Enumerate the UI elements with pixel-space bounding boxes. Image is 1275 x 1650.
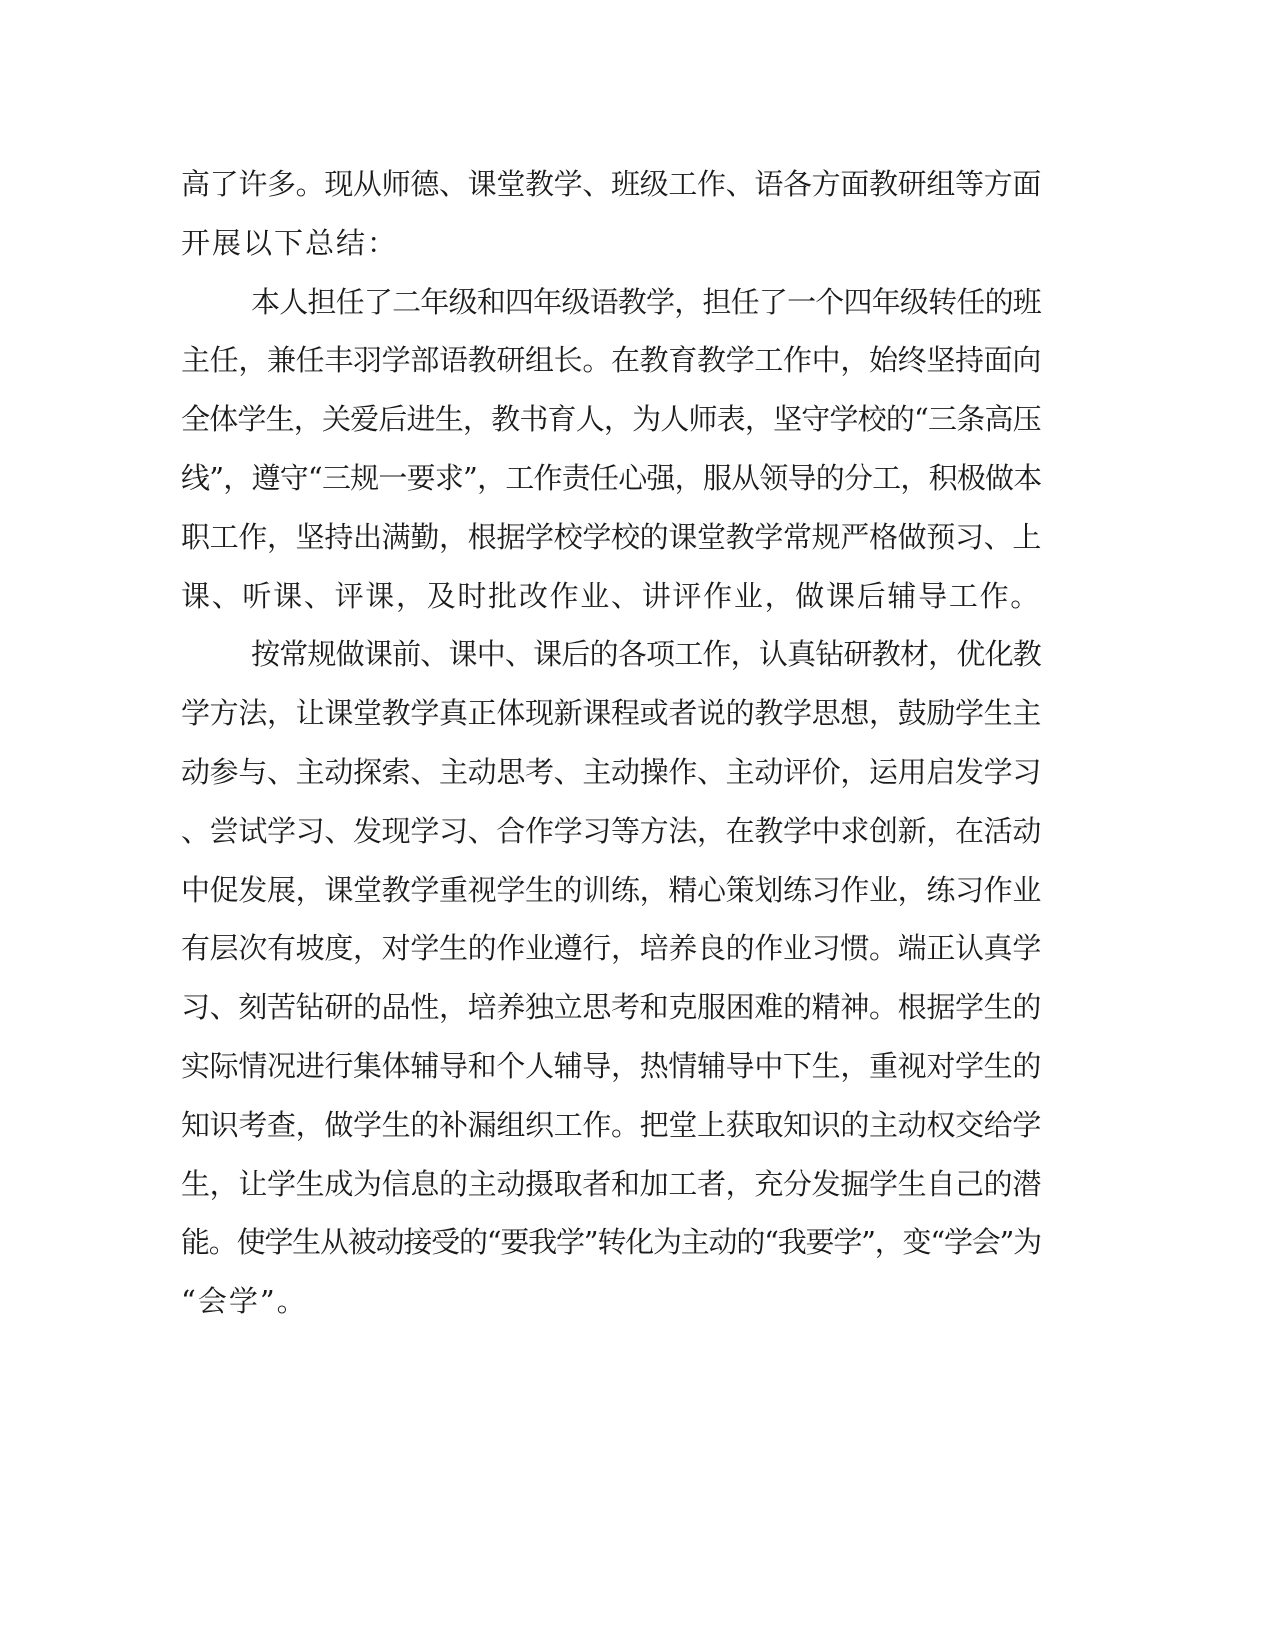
text-line: 实际情况进行集体辅导和个人辅导，热情辅导中下生，重视对学生的 bbox=[181, 1048, 1042, 1083]
text-line: 中促发展，课堂教学重视学生的训练，精心策划练习作业，练习作业 bbox=[181, 872, 1042, 907]
text-line: 动参与、主动探索、主动思考、主动操作、主动评价，运用启发学习 bbox=[181, 754, 1042, 789]
text-line: 、尝试学习、发现学习、合作学习等方法，在教学中求创新，在活动 bbox=[181, 813, 1042, 848]
text-line: 课、听课、评课，及时批改作业、讲评作业，做课后辅导工作。 bbox=[181, 578, 1042, 613]
paragraph-first-line: 本人担任了二年级和四年级语教学，担任了一个四年级转任的班 bbox=[251, 284, 1042, 319]
paragraph-first-line: 按常规做课前、课中、课后的各项工作，认真钻研教材，优化教 bbox=[251, 637, 1042, 672]
text-line: “会学”。 bbox=[181, 1284, 308, 1319]
text-line: 生，让学生成为信息的主动摄取者和加工者，充分发掘学生自己的潜 bbox=[181, 1166, 1042, 1201]
text-line: 职工作，坚持出满勤，根据学校学校的课堂教学常规严格做预习、上 bbox=[181, 519, 1042, 554]
text-line: 学方法，让课堂教学真正体现新课程或者说的教学思想，鼓励学生主 bbox=[181, 696, 1042, 731]
text-line: 有层次有坡度，对学生的作业遵行，培养良的作业习惯。端正认真学 bbox=[181, 931, 1042, 966]
document-body bbox=[181, 155, 1041, 1331]
text-line: 开展以下总结： bbox=[181, 225, 399, 260]
text-line: 线”，遵守“三规一要求”，工作责任心强，服从领导的分工，积极做本 bbox=[181, 460, 1042, 495]
text-line: 全体学生，关爱后进生，教书育人，为人师表，坚守学校的“三条高压 bbox=[181, 402, 1041, 437]
text-line: 习、刻苦钻研的品性，培养独立思考和克服困难的精神。根据学生的 bbox=[181, 990, 1042, 1025]
text-line: 能。使学生从被动接受的“要我学”转化为主动的“我要学”，变“学会”为 bbox=[181, 1225, 1041, 1260]
text-line: 知识考查，做学生的补漏组织工作。把堂上获取知识的主动权交给学 bbox=[181, 1107, 1042, 1142]
text-line: 高了许多。现从师德、课堂教学、班级工作、语各方面教研组等方面 bbox=[181, 167, 1042, 201]
text-line: 主任，兼任丰羽学部语教研组长。在教育教学工作中，始终坚持面向 bbox=[181, 343, 1042, 378]
